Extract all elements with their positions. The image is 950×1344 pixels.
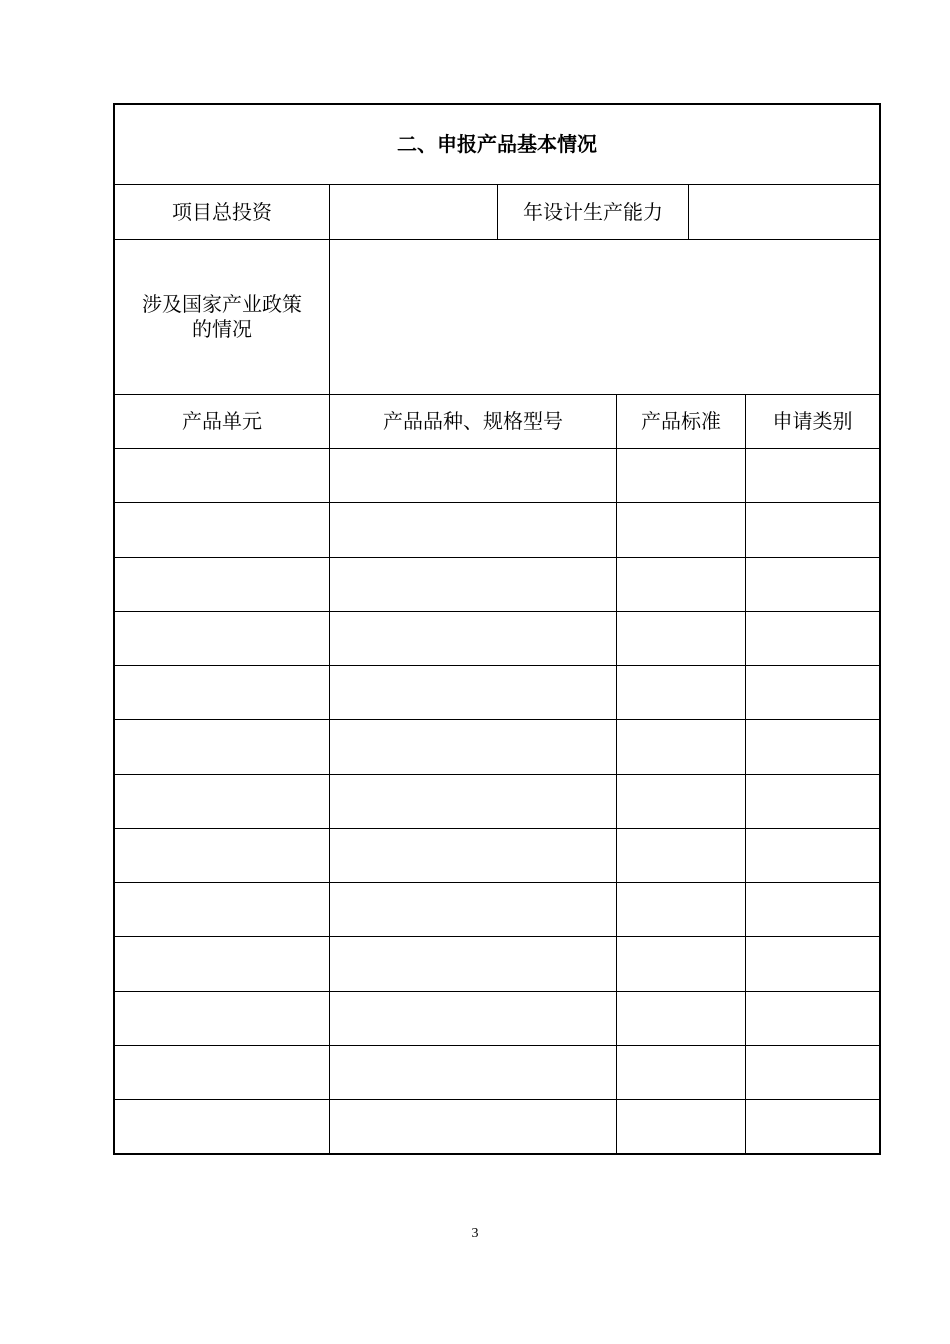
product-standard-cell[interactable] xyxy=(617,775,745,828)
application-category-cell[interactable] xyxy=(746,1046,879,1099)
application-category-cell[interactable] xyxy=(746,1100,879,1153)
application-category-cell[interactable] xyxy=(746,612,879,665)
policy-label-line1: 涉及国家产业政策 xyxy=(142,292,302,316)
application-category-cell[interactable] xyxy=(746,937,879,991)
product-standard-cell[interactable] xyxy=(617,558,745,611)
page-number: 3 xyxy=(471,1226,479,1241)
application-category-cell[interactable] xyxy=(746,883,879,936)
product-standard-cell[interactable] xyxy=(617,720,745,774)
product-standard-cell[interactable] xyxy=(617,449,745,502)
policy-label xyxy=(115,240,329,394)
product-spec-cell[interactable] xyxy=(330,449,616,502)
table-border-bottom xyxy=(113,1153,881,1155)
product-unit-cell[interactable] xyxy=(115,992,329,1045)
product-standard-cell[interactable] xyxy=(617,503,745,557)
capacity-label: 年设计生产能力 xyxy=(523,199,663,224)
product-standard-cell[interactable] xyxy=(617,612,745,665)
product-standard-cell[interactable] xyxy=(617,883,745,936)
product-unit-cell[interactable] xyxy=(115,775,329,828)
product-spec-cell[interactable] xyxy=(330,720,616,774)
header-application-category: 申请类别 xyxy=(772,409,853,433)
capacity-field[interactable] xyxy=(689,185,879,239)
product-spec-cell[interactable] xyxy=(330,1100,616,1153)
product-standard-cell[interactable] xyxy=(617,1046,745,1099)
product-spec-cell[interactable] xyxy=(330,558,616,611)
product-spec-cell[interactable] xyxy=(330,937,616,991)
product-spec-cell[interactable] xyxy=(330,992,616,1045)
product-unit-cell[interactable] xyxy=(115,449,329,502)
product-unit-cell[interactable] xyxy=(115,937,329,991)
product-spec-cell[interactable] xyxy=(330,829,616,882)
application-category-cell[interactable] xyxy=(746,775,879,828)
header-product-standard: 产品标准 xyxy=(641,409,721,433)
product-standard-cell[interactable] xyxy=(617,992,745,1045)
investment-label: 项目总投资 xyxy=(172,199,272,224)
product-standard-cell[interactable] xyxy=(617,937,745,991)
section-title: 二、申报产品基本情况 xyxy=(397,132,597,156)
header-product-unit: 产品单元 xyxy=(182,409,262,433)
product-unit-cell[interactable] xyxy=(115,666,329,719)
policy-label-line2: 的情况 xyxy=(192,317,252,341)
product-standard-cell[interactable] xyxy=(617,829,745,882)
product-standard-cell[interactable] xyxy=(617,1100,745,1153)
product-unit-cell[interactable] xyxy=(115,883,329,936)
product-spec-cell[interactable] xyxy=(330,612,616,665)
product-unit-cell[interactable] xyxy=(115,503,329,557)
investment-field[interactable] xyxy=(330,185,497,239)
application-category-cell[interactable] xyxy=(746,829,879,882)
product-unit-cell[interactable] xyxy=(115,612,329,665)
policy-field[interactable] xyxy=(330,240,879,394)
application-category-cell[interactable] xyxy=(746,992,879,1045)
application-category-cell[interactable] xyxy=(746,503,879,557)
product-spec-cell[interactable] xyxy=(330,503,616,557)
product-spec-cell[interactable] xyxy=(330,666,616,719)
product-unit-cell[interactable] xyxy=(115,1046,329,1099)
application-category-cell[interactable] xyxy=(746,449,879,502)
header-product-spec: 产品品种、规格型号 xyxy=(383,409,563,433)
product-spec-cell[interactable] xyxy=(330,883,616,936)
product-unit-cell[interactable] xyxy=(115,720,329,774)
application-category-cell[interactable] xyxy=(746,558,879,611)
product-unit-cell[interactable] xyxy=(115,1100,329,1153)
product-unit-cell[interactable] xyxy=(115,558,329,611)
table-border-right xyxy=(879,103,881,1155)
product-standard-cell[interactable] xyxy=(617,666,745,719)
product-spec-cell[interactable] xyxy=(330,1046,616,1099)
application-category-cell[interactable] xyxy=(746,666,879,719)
application-category-cell[interactable] xyxy=(746,720,879,774)
product-unit-cell[interactable] xyxy=(115,829,329,882)
product-spec-cell[interactable] xyxy=(330,775,616,828)
